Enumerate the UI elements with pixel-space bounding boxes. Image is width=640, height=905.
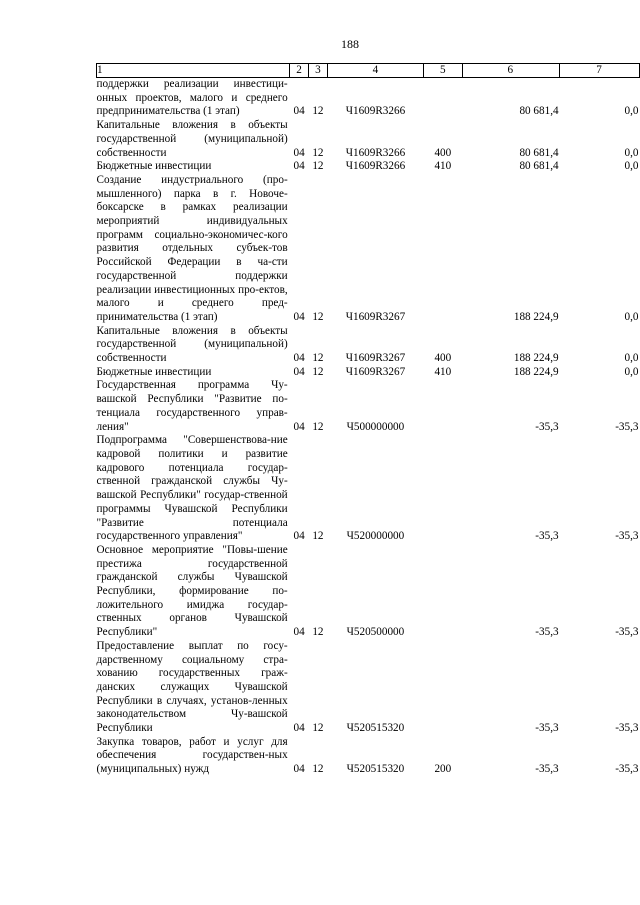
row-amount-2-cell: -35,3 [615,763,639,776]
row-subsection-cell: 12 [312,365,324,378]
table-row [97,119,640,160]
budget-table [96,63,640,777]
row-target-code-cell: Ч1609R3266 [345,146,406,159]
row-section-cell: 04 [293,160,305,173]
row-name-cell: поддержки реализации инвестици-онных проектов, малого и среднего предпринимательства (1 этап) [96,78,288,118]
row-subsection-cell: 12 [312,420,324,433]
row-amount-2-cell: -35,3 [615,530,639,543]
header-col-6: 6 [462,64,560,78]
row-amount-2-cell: 0,0 [624,352,639,365]
row-amount-2-cell: -35,3 [615,626,639,639]
row-expense-type-cell: 410 [434,365,452,378]
row-expense-type-cell [424,434,463,544]
row-target-code-cell: Ч500000000 [346,420,405,433]
row-amount-2-cell: -35,3 [615,722,639,735]
row-name-cell: Бюджетные инвестиции [96,160,212,173]
page-number: 188 [341,37,359,51]
row-name-cell: Закупка товаров, работ и услуг для обеспечения государствен-ных (муниципальных) нужд [96,735,288,776]
row-subsection-cell: 12 [312,105,324,118]
row-subsection-cell: 12 [312,352,324,365]
row-amount-cell: -35,3 [535,626,559,639]
row-name-cell: Подпрограмма "Совершенствова-ние кадровой политики и развитие кадрового потенциала государ-ственной гражданской службы Чу-вашской Республики" государ-ственной программы Чувашской Республики "Развитие потенциала государственного управления" [96,434,288,543]
table-row [97,434,640,544]
row-subsection-cell: 12 [312,146,324,159]
row-name-cell: Государственная программа Чу-вашской Республики "Развитие по-тенциала государственного управ-ления" [96,379,288,433]
row-amount-2-cell: -35,3 [615,420,639,433]
row-name-cell: Бюджетные инвестиции [96,365,212,378]
row-target-code-cell: Ч1609R3266 [345,105,406,118]
row-expense-type-cell [424,174,463,325]
row-amount-2-cell: 0,0 [624,105,639,118]
row-section-cell: 04 [293,722,305,735]
header-col-2: 2 [290,64,309,78]
table-row [97,544,640,640]
table-row [97,325,640,366]
row-target-code-cell: Ч1609R3267 [345,310,406,323]
row-amount-cell: -35,3 [535,763,559,776]
row-amount-cell: 80 681,4 [519,146,559,159]
row-section-cell: 04 [293,530,305,543]
row-subsection-cell: 12 [312,626,324,639]
row-expense-type-cell: 200 [434,763,452,776]
table-row [97,160,640,174]
row-amount-2-cell: 0,0 [624,160,639,173]
table-row [97,366,640,380]
row-expense-type-cell: 400 [434,352,452,365]
table-row [97,736,640,777]
row-section-cell: 04 [293,146,305,159]
table-row [97,78,640,120]
row-expense-type-cell [424,640,463,736]
header-col-3: 3 [309,64,328,78]
row-name-cell: Предоставление выплат по госу-дарственному социальному стра-хованию государственных граж-данских служащих Чувашской Республики в случаях, установ-ленных законодательством Чу-вашской Республики [96,639,288,735]
header-col-5: 5 [424,64,463,78]
row-target-code-cell: Ч1609R3267 [345,352,406,365]
row-amount-cell: 188 224,9 [513,310,559,323]
row-section-cell: 04 [293,310,305,323]
row-amount-cell: -35,3 [535,420,559,433]
row-expense-type-cell [424,78,463,120]
row-subsection-cell: 12 [312,310,324,323]
row-subsection-cell: 12 [312,160,324,173]
row-target-code-cell: Ч520515320 [346,722,405,735]
header-col-7: 7 [560,64,640,78]
row-subsection-cell: 12 [312,763,324,776]
table-header [97,64,640,78]
row-name-cell: Капитальные вложения в объекты государственной (муниципальной) собственности [96,324,288,365]
row-target-code-cell: Ч1609R3266 [345,160,406,173]
row-section-cell: 04 [293,352,305,365]
table-row [97,379,640,434]
row-amount-cell: 188 224,9 [513,365,559,378]
row-amount-cell: 188 224,9 [513,352,559,365]
row-name-cell: Создание индустриального (про-мышленного) парка в г. Новоче-боксарске в рамках реализации мероприятий индивидуальных программ социально-экономичес-кого развития отдельных субъек-тов Российской Федерации в ча-сти государственной поддержки реализации инвестиционных про-ектов, малого и среднего пред-принимательства (1 этап) [96,173,288,323]
row-amount-2-cell: 0,0 [624,365,639,378]
row-target-code-cell: Ч520500000 [346,626,405,639]
row-section-cell: 04 [293,365,305,378]
row-target-code-cell: Ч520000000 [346,530,405,543]
row-expense-type-cell [424,379,463,434]
row-section-cell: 04 [293,105,305,118]
row-amount-cell: -35,3 [535,722,559,735]
row-amount-cell: 80 681,4 [519,105,559,118]
row-name-cell: Капитальные вложения в объекты государственной (муниципальной) собственности [96,119,288,159]
table-body [97,78,640,777]
row-amount-cell: -35,3 [535,530,559,543]
row-amount-cell: 80 681,4 [519,160,559,173]
table-row [97,174,640,325]
row-name-cell: Основное мероприятие "Повы-шение престижа государственной гражданской службы Чувашской Республики, формирование по-ложительного имиджа государ-ственных органов Чувашской Республики" [96,543,288,639]
row-expense-type-cell: 400 [434,146,452,159]
row-section-cell: 04 [293,763,305,776]
row-target-code-cell: Ч1609R3267 [345,365,406,378]
row-expense-type-cell: 410 [434,160,452,173]
row-subsection-cell: 12 [312,722,324,735]
row-amount-2-cell: 0,0 [624,146,639,159]
header-row [97,64,640,78]
row-expense-type-cell [424,544,463,640]
table-row [97,640,640,736]
row-subsection-cell: 12 [312,530,324,543]
header-col-1: 1 [97,64,290,78]
row-amount-2-cell: 0,0 [624,310,639,323]
row-section-cell: 04 [293,420,305,433]
row-target-code-cell: Ч520515320 [346,763,405,776]
header-col-4: 4 [327,64,423,78]
row-section-cell: 04 [293,626,305,639]
